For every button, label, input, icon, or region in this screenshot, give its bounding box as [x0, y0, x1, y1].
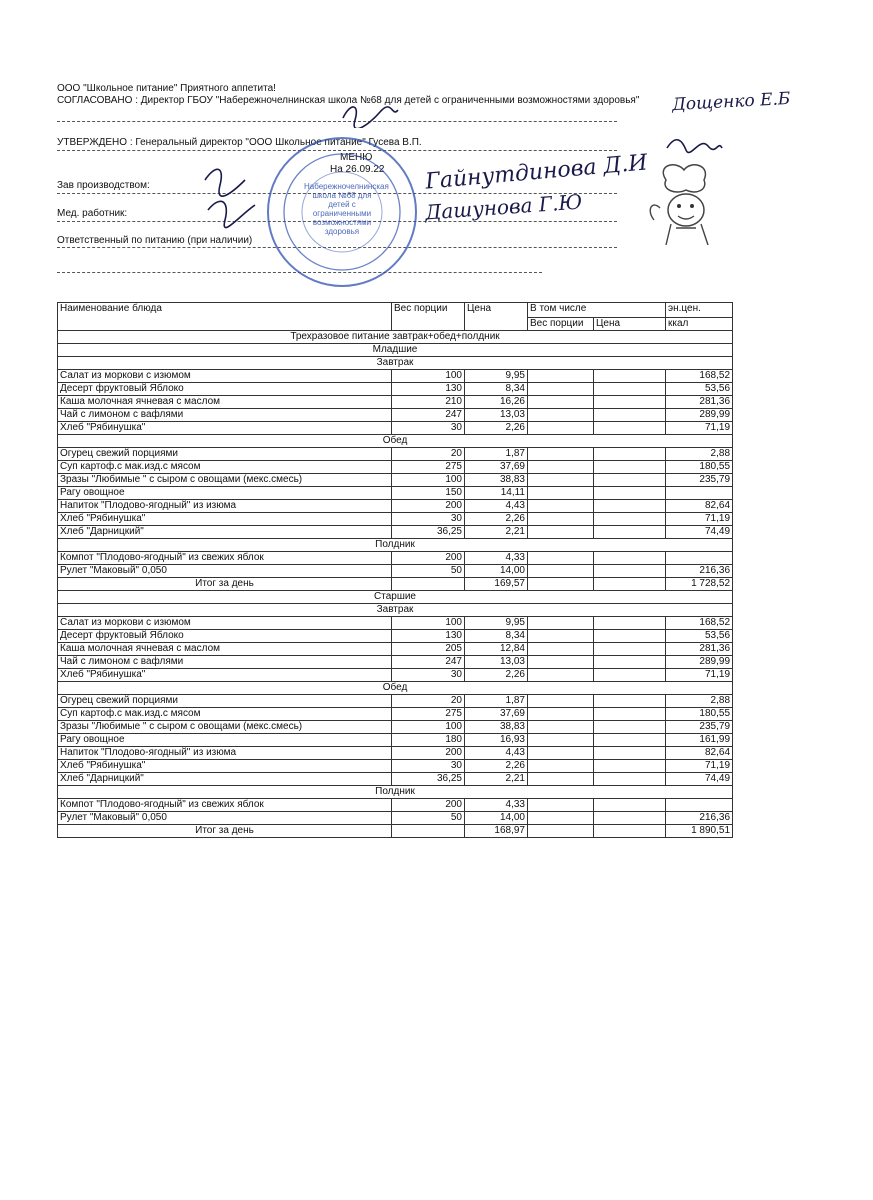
dish-row [58, 487, 733, 500]
dish-price: 16,93 [465, 734, 528, 747]
dish-row [58, 526, 733, 539]
dish-weight: 20 [392, 695, 465, 708]
dish-kcal: 2,88 [666, 695, 733, 708]
dish-incl-weight [528, 747, 594, 760]
dish-incl-price [594, 799, 666, 812]
dish-incl-price [594, 487, 666, 500]
dish-price: 38,83 [465, 474, 528, 487]
dish-price: 38,83 [465, 721, 528, 734]
school-stamp [262, 132, 422, 297]
dish-incl-weight [528, 773, 594, 786]
dish-row [58, 747, 733, 760]
dish-weight: 30 [392, 669, 465, 682]
group-row [58, 591, 733, 604]
medical-label: Мед. работник: [57, 208, 128, 219]
dish-incl-price [594, 565, 666, 578]
dish-kcal: 235,79 [666, 474, 733, 487]
dish-name: Компот "Плодово-ягодный" из свежих яблок [58, 552, 392, 565]
dish-name: Хлеб "Дарницкий" [58, 773, 392, 786]
dish-price: 2,26 [465, 760, 528, 773]
dish-kcal [666, 487, 733, 500]
dish-incl-price [594, 526, 666, 539]
dish-kcal: 71,19 [666, 760, 733, 773]
director-signature: Дощенко Е.Б [671, 88, 791, 116]
total-weight [392, 578, 465, 591]
dish-row [58, 461, 733, 474]
dish-price: 8,34 [465, 383, 528, 396]
dish-incl-weight [528, 370, 594, 383]
dish-name: Суп картоф.с мак.изд.с мясом [58, 708, 392, 721]
dish-weight: 247 [392, 409, 465, 422]
dish-incl-price [594, 448, 666, 461]
dish-incl-price [594, 474, 666, 487]
dish-incl-weight [528, 383, 594, 396]
dish-incl-price [594, 409, 666, 422]
dish-name: Зразы "Любимые " с сыром с овощами (мекс.смесь) [58, 721, 392, 734]
dish-weight: 130 [392, 630, 465, 643]
dish-incl-weight [528, 708, 594, 721]
dish-price: 14,11 [465, 487, 528, 500]
dish-row [58, 721, 733, 734]
dish-incl-price [594, 461, 666, 474]
dish-row [58, 695, 733, 708]
dish-incl-weight [528, 812, 594, 825]
dish-incl-weight [528, 630, 594, 643]
approved-line: УТВЕРЖДЕНО : Генеральный директор "ООО Школьное питание" Гусева В.П. [57, 137, 422, 148]
meal-row [58, 435, 733, 448]
agreed-scribble [340, 98, 400, 128]
total-incl-weight [528, 578, 594, 591]
total-kcal: 1 728,52 [666, 578, 733, 591]
dish-kcal: 2,88 [666, 448, 733, 461]
dish-weight: 130 [392, 383, 465, 396]
dish-incl-weight [528, 643, 594, 656]
dish-name: Напиток "Плодово-ягодный" из изюма [58, 747, 392, 760]
dish-incl-price [594, 500, 666, 513]
dish-name: Десерт фруктовый Яблоко [58, 383, 392, 396]
dish-price: 4,33 [465, 799, 528, 812]
dish-name: Хлеб "Дарницкий" [58, 526, 392, 539]
dish-name: Каша молочная ячневая с маслом [58, 396, 392, 409]
dish-price: 1,87 [465, 695, 528, 708]
dish-incl-price [594, 734, 666, 747]
dish-price: 1,87 [465, 448, 528, 461]
dish-price: 2,26 [465, 669, 528, 682]
dish-kcal: 289,99 [666, 656, 733, 669]
total-incl-price [594, 578, 666, 591]
dish-row [58, 643, 733, 656]
dish-kcal: 71,19 [666, 669, 733, 682]
dish-incl-price [594, 656, 666, 669]
dish-kcal: 74,49 [666, 773, 733, 786]
dish-weight: 20 [392, 448, 465, 461]
dish-incl-weight [528, 409, 594, 422]
production-head-signature: Гайнутдинова Д.И [424, 150, 649, 195]
dish-row [58, 630, 733, 643]
dish-kcal: 216,36 [666, 565, 733, 578]
dish-incl-price [594, 708, 666, 721]
dish-kcal: 71,19 [666, 513, 733, 526]
dish-price: 37,69 [465, 461, 528, 474]
dish-row [58, 773, 733, 786]
menu-table-body [58, 303, 733, 838]
production-head-label: Зав производством: [57, 180, 150, 191]
meal-row [58, 604, 733, 617]
dish-name: Чай с лимоном с вафлями [58, 656, 392, 669]
dish-kcal: 180,55 [666, 708, 733, 721]
menu-title: МЕНЮ [340, 152, 373, 163]
meal-title: Обед [58, 435, 733, 448]
dish-kcal: 180,55 [666, 461, 733, 474]
dish-row [58, 370, 733, 383]
total-incl-price [594, 825, 666, 838]
col-price-header: Цена [465, 303, 528, 331]
dish-weight: 100 [392, 370, 465, 383]
dish-weight: 100 [392, 617, 465, 630]
dish-weight: 30 [392, 760, 465, 773]
dish-incl-price [594, 721, 666, 734]
dish-incl-weight [528, 422, 594, 435]
dish-weight: 36,25 [392, 526, 465, 539]
dish-row [58, 734, 733, 747]
dish-name: Хлеб "Рябинушка" [58, 669, 392, 682]
dish-incl-price [594, 383, 666, 396]
dish-weight: 200 [392, 500, 465, 513]
dish-price: 12,84 [465, 643, 528, 656]
menu-table [57, 302, 733, 838]
dish-row [58, 500, 733, 513]
dish-incl-price [594, 630, 666, 643]
initials-scribble [200, 160, 270, 230]
dish-incl-weight [528, 461, 594, 474]
dish-incl-price [594, 773, 666, 786]
dish-weight: 200 [392, 799, 465, 812]
dish-incl-price [594, 695, 666, 708]
menu-date: На 26.09.22 [330, 164, 385, 175]
dish-incl-price [594, 552, 666, 565]
approved-scribble [664, 130, 724, 158]
dish-kcal: 82,64 [666, 747, 733, 760]
dish-name: Напиток "Плодово-ягодный" из изюма [58, 500, 392, 513]
age-group-title: Старшие [58, 591, 733, 604]
dish-kcal [666, 552, 733, 565]
dish-price: 2,21 [465, 526, 528, 539]
dish-price: 2,21 [465, 773, 528, 786]
total-row [58, 825, 733, 838]
dish-incl-weight [528, 487, 594, 500]
dish-kcal: 168,52 [666, 617, 733, 630]
company-line: ООО "Школьное питание" Приятного аппетита! [57, 83, 276, 94]
dish-name: Зразы "Любимые " с сыром с овощами (мекс.смесь) [58, 474, 392, 487]
dish-weight: 180 [392, 734, 465, 747]
dish-incl-weight [528, 734, 594, 747]
total-kcal: 1 890,51 [666, 825, 733, 838]
dish-price: 14,00 [465, 812, 528, 825]
dish-price: 4,43 [465, 747, 528, 760]
dish-incl-weight [528, 396, 594, 409]
dish-name: Рагу овощное [58, 487, 392, 500]
agreed-line: СОГЛАСОВАНО : Директор ГБОУ "Набережночелнинская школа №68 для детей с ограниченными возможностями здоровья" [57, 95, 640, 106]
dish-price: 16,26 [465, 396, 528, 409]
plan-title: Трехразовое питание завтрак+обед+полдник [58, 331, 733, 344]
col-energy-header-top: эн.цен. [666, 303, 733, 318]
group-row [58, 344, 733, 357]
dish-row [58, 383, 733, 396]
meal-row [58, 786, 733, 799]
total-weight [392, 825, 465, 838]
dish-weight: 275 [392, 461, 465, 474]
dish-weight: 200 [392, 747, 465, 760]
dish-incl-weight [528, 617, 594, 630]
dish-price: 4,33 [465, 552, 528, 565]
dish-incl-price [594, 422, 666, 435]
dish-name: Рагу овощное [58, 734, 392, 747]
total-incl-weight [528, 825, 594, 838]
col-name-header: Наименование блюда [58, 303, 392, 331]
dish-row [58, 812, 733, 825]
meal-title: Завтрак [58, 357, 733, 370]
dish-kcal: 82,64 [666, 500, 733, 513]
dish-row [58, 422, 733, 435]
dish-incl-weight [528, 565, 594, 578]
dish-incl-price [594, 513, 666, 526]
col-included-header: В том числе [528, 303, 666, 318]
dish-kcal: 281,36 [666, 643, 733, 656]
col-incl-price-header: Цена [594, 318, 666, 331]
dish-weight: 150 [392, 487, 465, 500]
dish-weight: 50 [392, 812, 465, 825]
medical-signature: Дашунова Г.Ю [424, 189, 583, 225]
dish-price: 9,95 [465, 370, 528, 383]
meal-title: Полдник [58, 786, 733, 799]
dish-kcal [666, 799, 733, 812]
dish-weight: 275 [392, 708, 465, 721]
agreed-underline [57, 121, 617, 122]
total-row [58, 578, 733, 591]
total-label: Итог за день [58, 578, 392, 591]
dish-kcal: 71,19 [666, 422, 733, 435]
dish-incl-weight [528, 669, 594, 682]
dish-incl-weight [528, 474, 594, 487]
dish-incl-weight [528, 760, 594, 773]
dish-row [58, 474, 733, 487]
dish-weight: 200 [392, 552, 465, 565]
dish-weight: 100 [392, 721, 465, 734]
dish-weight: 50 [392, 565, 465, 578]
dish-price: 2,26 [465, 422, 528, 435]
dish-kcal: 281,36 [666, 396, 733, 409]
dish-weight: 36,25 [392, 773, 465, 786]
dish-incl-weight [528, 513, 594, 526]
dish-incl-price [594, 396, 666, 409]
dish-row [58, 656, 733, 669]
dish-price: 4,43 [465, 500, 528, 513]
total-price: 169,57 [465, 578, 528, 591]
dish-price: 2,26 [465, 513, 528, 526]
meal-title: Полдник [58, 539, 733, 552]
dish-price: 14,00 [465, 565, 528, 578]
dish-row [58, 409, 733, 422]
dish-price: 9,95 [465, 617, 528, 630]
dish-row [58, 760, 733, 773]
responsible-label: Ответственный по питанию (при наличии) [57, 235, 253, 246]
total-price: 168,97 [465, 825, 528, 838]
dish-kcal: 235,79 [666, 721, 733, 734]
dish-incl-weight [528, 552, 594, 565]
dish-incl-weight [528, 500, 594, 513]
chef-illustration [646, 160, 726, 255]
dish-weight: 247 [392, 656, 465, 669]
dish-kcal: 74,49 [666, 526, 733, 539]
dish-weight: 210 [392, 396, 465, 409]
dish-incl-price [594, 669, 666, 682]
dish-name: Десерт фруктовый Яблоко [58, 630, 392, 643]
dish-name: Каша молочная ячневая с маслом [58, 643, 392, 656]
dish-kcal: 289,99 [666, 409, 733, 422]
meal-title: Завтрак [58, 604, 733, 617]
dish-price: 37,69 [465, 708, 528, 721]
col-weight-header: Вес порции [392, 303, 465, 331]
dish-row [58, 708, 733, 721]
dish-name: Суп картоф.с мак.изд.с мясом [58, 461, 392, 474]
dish-incl-weight [528, 448, 594, 461]
col-incl-weight-header: Вес порции [528, 318, 594, 331]
dish-name: Чай с лимоном с вафлями [58, 409, 392, 422]
dish-incl-weight [528, 695, 594, 708]
dish-name: Хлеб "Рябинушка" [58, 422, 392, 435]
dish-incl-price [594, 617, 666, 630]
stamp-text: Набережночелнинская школа №68 для детей с ограниченными возможностями здоровья [304, 182, 389, 236]
dish-kcal: 168,52 [666, 370, 733, 383]
meal-title: Обед [58, 682, 733, 695]
dish-weight: 100 [392, 474, 465, 487]
dish-incl-weight [528, 721, 594, 734]
total-label: Итог за день [58, 825, 392, 838]
dish-name: Огурец свежий порциями [58, 448, 392, 461]
dish-name: Рулет "Маковый" 0,050 [58, 812, 392, 825]
dish-kcal: 161,99 [666, 734, 733, 747]
dish-row [58, 396, 733, 409]
dish-name: Салат из моркови с изюмом [58, 370, 392, 383]
age-group-title: Младшие [58, 344, 733, 357]
dish-name: Огурец свежий порциями [58, 695, 392, 708]
meal-row [58, 539, 733, 552]
dish-incl-price [594, 812, 666, 825]
dish-incl-price [594, 747, 666, 760]
dish-incl-price [594, 643, 666, 656]
dish-incl-weight [528, 656, 594, 669]
dish-row [58, 799, 733, 812]
dish-name: Компот "Плодово-ягодный" из свежих яблок [58, 799, 392, 812]
dish-name: Салат из моркови с изюмом [58, 617, 392, 630]
col-energy-header-bottom: ккал [666, 318, 733, 331]
dish-kcal: 53,56 [666, 383, 733, 396]
dish-row [58, 448, 733, 461]
dish-incl-price [594, 760, 666, 773]
dish-name: Рулет "Маковый" 0,050 [58, 565, 392, 578]
dish-price: 8,34 [465, 630, 528, 643]
dish-price: 13,03 [465, 409, 528, 422]
dish-row [58, 669, 733, 682]
dish-row [58, 565, 733, 578]
meal-row [58, 357, 733, 370]
dish-incl-weight [528, 799, 594, 812]
dish-kcal: 53,56 [666, 630, 733, 643]
dish-incl-price [594, 370, 666, 383]
dish-weight: 205 [392, 643, 465, 656]
meal-row [58, 682, 733, 695]
dish-row [58, 617, 733, 630]
dish-row [58, 513, 733, 526]
dish-kcal: 216,36 [666, 812, 733, 825]
dish-name: Хлеб "Рябинушка" [58, 760, 392, 773]
dish-weight: 30 [392, 513, 465, 526]
dish-price: 13,03 [465, 656, 528, 669]
dish-name: Хлеб "Рябинушка" [58, 513, 392, 526]
dish-row [58, 552, 733, 565]
dish-weight: 30 [392, 422, 465, 435]
dish-incl-weight [528, 526, 594, 539]
